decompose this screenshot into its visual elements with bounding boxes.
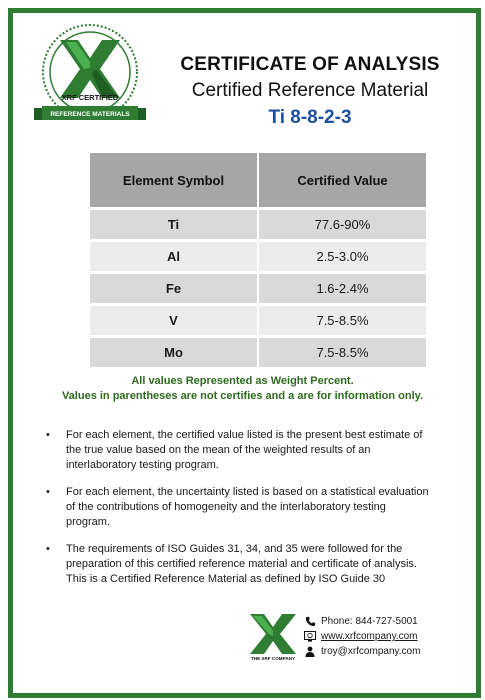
product-name: Ti 8-8-2-3: [268, 107, 352, 128]
list-item: [42, 542, 432, 587]
person-icon: [304, 646, 316, 658]
table-row: [90, 305, 426, 337]
table-row: [90, 209, 426, 241]
xrf-certified-seal-logo: [30, 22, 150, 134]
ribbon-text: REFERENCE MATERIALS: [50, 111, 130, 118]
certificate-title: CERTIFICATE OF ANALYSIS: [180, 54, 440, 75]
bullet-text: For each element, the certified value listed is the present best estimate of the true value based on the mean of the weighted results of an interlaboratory testing program.: [66, 429, 423, 471]
bullet-marker: •: [46, 543, 50, 555]
table-row: [90, 241, 426, 273]
element-symbol-cell: Al: [90, 241, 258, 273]
note-line-weight-percent: All values Represented as Weight Percent.: [131, 375, 354, 387]
bullet-text: For each element, the uncertainty listed is based on a statistical evaluation of the contributions of homogeneity and the interlaboratory testing program.: [66, 486, 429, 528]
list-item: [42, 428, 432, 473]
certified-value-cell: 2.5-3.0%: [258, 241, 426, 273]
xrf-company-logo: [246, 612, 300, 662]
bullet-marker: •: [46, 486, 50, 498]
certified-value-cell: 77.6-90%: [258, 209, 426, 241]
bullet-marker: •: [46, 429, 50, 441]
certified-value-cell: 7.5-8.5%: [258, 305, 426, 337]
globe-monitor-icon: [304, 631, 316, 643]
phone-icon: [304, 616, 316, 628]
email-address[interactable]: troy@xrfcompany.com: [321, 646, 421, 657]
table-row: [90, 337, 426, 368]
table-row: [90, 273, 426, 305]
note-line-parentheses: Values in parentheses are not certifies and a are for information only.: [61, 390, 424, 402]
list-item: [42, 485, 432, 530]
element-symbol-cell: Fe: [90, 273, 258, 305]
email-row: [304, 644, 420, 659]
certificate-header: [170, 54, 450, 129]
column-header-certified-value: Certified Value: [258, 153, 426, 209]
bullet-text: The requirements of ISO Guides 31, 34, and 35 were followed for the preparation of this certified reference material and certificate of analysis. This is a Certified Reference Material as defined by ISO Guide 30: [66, 543, 417, 585]
table-header-row: [90, 153, 426, 209]
weight-percent-notes: [40, 374, 445, 404]
certified-value-cell: 7.5-8.5%: [258, 337, 426, 368]
contact-info: [304, 614, 420, 659]
footer-logo-text: THE XRF COMPANY: [250, 656, 296, 661]
element-symbol-cell: Mo: [90, 337, 258, 368]
website-row: [304, 629, 420, 644]
certificate-subtitle: Certified Reference Material: [191, 80, 429, 101]
element-symbol-cell: Ti: [90, 209, 258, 241]
certified-values-table: [90, 153, 426, 367]
website-link[interactable]: www.xrfcompany.com: [321, 631, 418, 642]
seal-text: XRF CERTIFIED: [61, 93, 119, 102]
certification-notes-list: [42, 428, 432, 599]
phone-row: [304, 614, 420, 629]
element-symbol-cell: V: [90, 305, 258, 337]
certified-value-cell: 1.6-2.4%: [258, 273, 426, 305]
column-header-element-symbol: Element Symbol: [90, 153, 258, 209]
phone-number: Phone: 844-727-5001: [321, 616, 418, 627]
